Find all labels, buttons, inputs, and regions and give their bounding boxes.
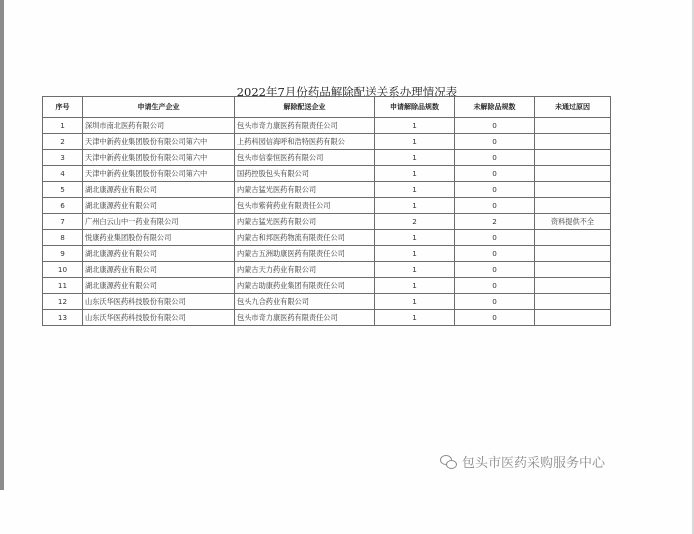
cell-unresolved-count: 0	[455, 246, 535, 262]
cell-unresolved-count: 0	[455, 166, 535, 182]
cell-requested-count: 1	[375, 278, 455, 294]
cell-unresolved-count: 0	[455, 118, 535, 134]
cell-manufacturer: 天津中新药业集团股份有限公司第六中	[83, 134, 235, 150]
table-row	[43, 310, 611, 326]
cell-reject-reason	[535, 246, 611, 262]
cell-index: 7	[43, 214, 83, 230]
table-header-row	[43, 97, 611, 118]
cell-reject-reason	[535, 182, 611, 198]
cell-distributor: 内蒙古猛光医药有限公司	[235, 182, 375, 198]
table-row	[43, 198, 611, 214]
cell-manufacturer: 湖北康源药业有限公司	[83, 182, 235, 198]
cell-distributor: 内蒙古助康药业集团有限责任公司	[235, 278, 375, 294]
disposal-table	[42, 96, 611, 326]
cell-reject-reason	[535, 278, 611, 294]
table-row	[43, 230, 611, 246]
cell-manufacturer: 湖北康源药业有限公司	[83, 278, 235, 294]
cell-manufacturer: 天津中新药业集团股份有限公司第六中	[83, 150, 235, 166]
cell-unresolved-count: 0	[455, 182, 535, 198]
cell-manufacturer: 湖北康源药业有限公司	[83, 262, 235, 278]
cell-index: 5	[43, 182, 83, 198]
table-row	[43, 278, 611, 294]
cell-index: 9	[43, 246, 83, 262]
cell-manufacturer: 山东沃华医药科技股份有限公司	[83, 310, 235, 326]
cell-distributor: 包头九合药业有限公司	[235, 294, 375, 310]
header-unresolved-count: 未解除品规数	[455, 97, 535, 118]
cell-distributor: 包头市信泰恒医药有限公司	[235, 150, 375, 166]
cell-manufacturer: 深圳市南北医药有限公司	[83, 118, 235, 134]
cell-index: 1	[43, 118, 83, 134]
table-row	[43, 150, 611, 166]
cell-manufacturer: 天津中新药业集团股份有限公司第六中	[83, 166, 235, 182]
cell-index: 10	[43, 262, 83, 278]
cell-unresolved-count: 0	[455, 262, 535, 278]
cell-requested-count: 1	[375, 230, 455, 246]
watermark	[440, 452, 605, 471]
cell-requested-count: 1	[375, 310, 455, 326]
table-row	[43, 118, 611, 134]
cell-unresolved-count: 0	[455, 294, 535, 310]
cell-index: 11	[43, 278, 83, 294]
cell-distributor: 包头市紫荷药业有限责任公司	[235, 198, 375, 214]
table-row	[43, 182, 611, 198]
cell-index: 3	[43, 150, 83, 166]
cell-requested-count: 1	[375, 262, 455, 278]
cell-distributor: 内蒙古五洲助康医药有限责任公司	[235, 246, 375, 262]
cell-distributor: 内蒙古猛光医药有限公司	[235, 214, 375, 230]
cell-unresolved-count: 0	[455, 150, 535, 166]
header-distributor: 解除配送企业	[235, 97, 375, 118]
cell-distributor: 包头市奇力康医药有限责任公司	[235, 310, 375, 326]
cell-manufacturer: 悦康药业集团股份有限公司	[83, 230, 235, 246]
cell-distributor: 包头市奇力康医药有限责任公司	[235, 118, 375, 134]
cell-index: 8	[43, 230, 83, 246]
cell-reject-reason	[535, 118, 611, 134]
cell-requested-count: 1	[375, 134, 455, 150]
header-reject-reason: 未通过原因	[535, 97, 611, 118]
cell-index: 4	[43, 166, 83, 182]
cell-manufacturer: 山东沃华医药科技股份有限公司	[83, 294, 235, 310]
cell-unresolved-count: 0	[455, 134, 535, 150]
cell-reject-reason	[535, 134, 611, 150]
cell-requested-count: 1	[375, 118, 455, 134]
cell-reject-reason	[535, 294, 611, 310]
document-title: 2022年7月份药品解除配送关系办理情况表	[236, 85, 458, 99]
cell-index: 13	[43, 310, 83, 326]
header-manufacturer: 申请生产企业	[83, 97, 235, 118]
cell-index: 6	[43, 198, 83, 214]
cell-unresolved-count: 0	[455, 230, 535, 246]
cell-distributor: 国药控股包头有限公司	[235, 166, 375, 182]
cell-requested-count: 1	[375, 182, 455, 198]
cell-requested-count: 2	[375, 214, 455, 230]
cell-manufacturer: 湖北康源药业有限公司	[83, 198, 235, 214]
cell-distributor: 内蒙古和邦医药物流有限责任公司	[235, 230, 375, 246]
cell-requested-count: 1	[375, 150, 455, 166]
table-row	[43, 262, 611, 278]
cell-index: 12	[43, 294, 83, 310]
table-row	[43, 214, 611, 230]
watermark-text: 包头市医药采购服务中心	[462, 456, 606, 471]
cell-distributor: 内蒙古天力药业有限公司	[235, 262, 375, 278]
cell-requested-count: 1	[375, 166, 455, 182]
cell-reject-reason	[535, 166, 611, 182]
scan-edge-left	[0, 0, 4, 490]
cell-requested-count: 1	[375, 294, 455, 310]
cell-unresolved-count: 2	[455, 214, 535, 230]
cell-reject-reason	[535, 230, 611, 246]
cell-reject-reason	[535, 198, 611, 214]
cell-unresolved-count: 0	[455, 278, 535, 294]
cell-manufacturer: 湖北康源药业有限公司	[83, 246, 235, 262]
wechat-icon	[440, 455, 458, 469]
table-row	[43, 166, 611, 182]
cell-unresolved-count: 0	[455, 310, 535, 326]
cell-unresolved-count: 0	[455, 198, 535, 214]
cell-requested-count: 1	[375, 246, 455, 262]
table-row	[43, 134, 611, 150]
cell-manufacturer: 广州白云山中一药业有限公司	[83, 214, 235, 230]
cell-index: 2	[43, 134, 83, 150]
cell-reject-reason	[535, 150, 611, 166]
table-row	[43, 294, 611, 310]
cell-reject-reason	[535, 262, 611, 278]
cell-requested-count: 1	[375, 198, 455, 214]
table-row	[43, 246, 611, 262]
cell-reject-reason	[535, 310, 611, 326]
cell-distributor: 上药科园信海呼和浩特医药有限公	[235, 134, 375, 150]
header-index: 序号	[43, 97, 83, 118]
header-requested-count: 申请解除品规数	[375, 97, 455, 118]
cell-reject-reason: 资料提供不全	[535, 214, 611, 230]
